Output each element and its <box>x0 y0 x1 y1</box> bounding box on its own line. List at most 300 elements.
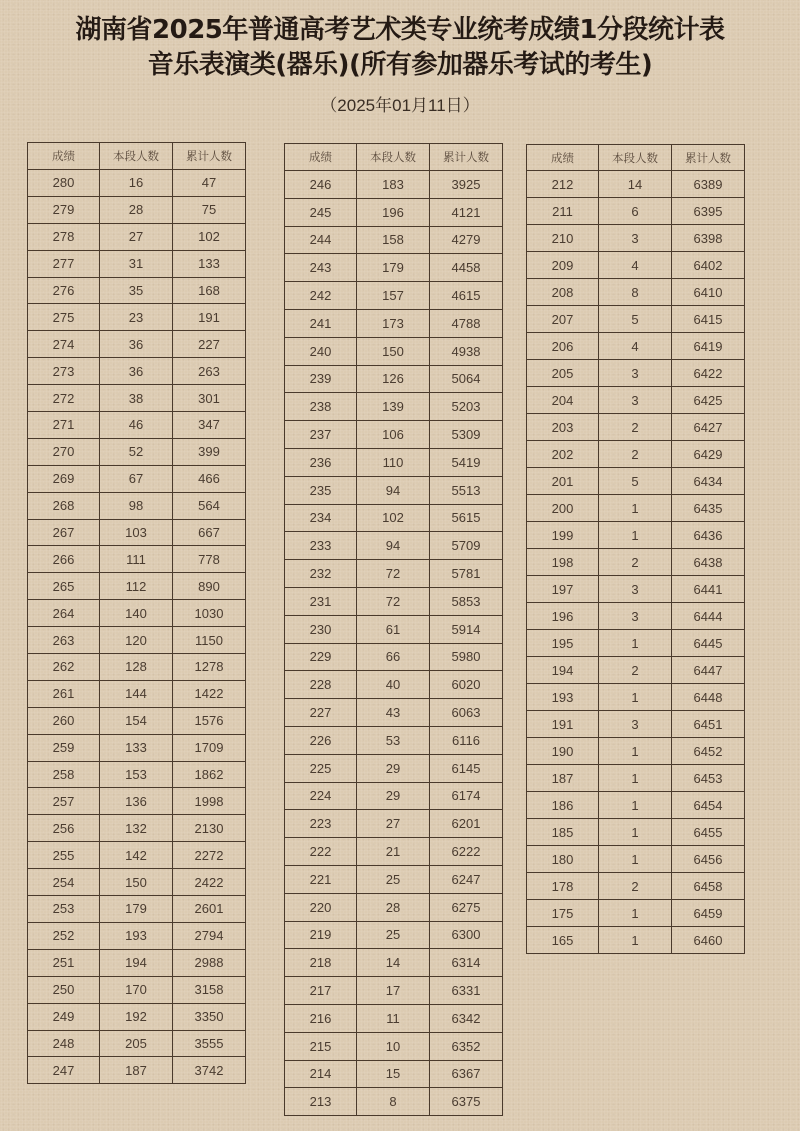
cumulative-count-cell: 1998 <box>173 788 246 815</box>
segment-count-cell: 194 <box>100 949 173 976</box>
segment-count-cell: 4 <box>599 252 672 279</box>
table-row <box>527 387 745 414</box>
cumulative-count-cell: 667 <box>173 519 246 546</box>
table-row <box>28 896 246 923</box>
table-row <box>28 277 246 304</box>
segment-count-cell: 25 <box>357 921 430 949</box>
score-cell: 243 <box>285 254 357 282</box>
segment-count-cell: 154 <box>100 707 173 734</box>
cumulative-count-cell: 6455 <box>672 819 745 846</box>
segment-count-cell: 1 <box>599 495 672 522</box>
score-cell: 269 <box>28 465 100 492</box>
score-cell: 200 <box>527 495 599 522</box>
score-cell: 277 <box>28 250 100 277</box>
table-row <box>527 549 745 576</box>
segment-count-cell: 3 <box>599 225 672 252</box>
segment-count-cell: 14 <box>599 171 672 198</box>
table-row <box>285 226 503 254</box>
cumulative-count-cell: 6395 <box>672 198 745 225</box>
score-cell: 246 <box>285 171 357 199</box>
segment-count-cell: 153 <box>100 761 173 788</box>
segment-count-cell: 1 <box>599 522 672 549</box>
segment-count-cell: 128 <box>100 654 173 681</box>
table-row <box>527 441 745 468</box>
cumulative-count-cell: 6419 <box>672 333 745 360</box>
cumulative-count-cell: 133 <box>173 250 246 277</box>
table-row <box>527 198 745 225</box>
segment-count-cell: 38 <box>100 385 173 412</box>
segment-count-cell: 2 <box>599 441 672 468</box>
score-cell: 268 <box>28 492 100 519</box>
cumulative-count-cell: 2601 <box>173 896 246 923</box>
table-row <box>28 842 246 869</box>
table-row <box>28 707 246 734</box>
table-row <box>28 627 246 654</box>
table-row <box>285 254 503 282</box>
score-cell: 223 <box>285 810 357 838</box>
cumulative-count-cell: 2422 <box>173 869 246 896</box>
table-row <box>527 468 745 495</box>
segment-count-cell: 6 <box>599 198 672 225</box>
table-row <box>28 734 246 761</box>
score-table-middle <box>284 143 503 1116</box>
segment-count-cell: 102 <box>357 504 430 532</box>
cumulative-count-cell: 4938 <box>430 337 503 365</box>
score-cell: 210 <box>527 225 599 252</box>
table-row <box>285 643 503 671</box>
segment-count-cell: 3 <box>599 360 672 387</box>
table-row <box>285 949 503 977</box>
score-cell: 199 <box>527 522 599 549</box>
cumulative-count-cell: 3350 <box>173 1003 246 1030</box>
cumulative-count-cell: 6116 <box>430 726 503 754</box>
segment-count-cell: 150 <box>100 869 173 896</box>
score-cell: 251 <box>28 949 100 976</box>
segment-count-cell: 112 <box>100 573 173 600</box>
cumulative-count-cell: 5064 <box>430 365 503 393</box>
cumulative-count-cell: 6222 <box>430 838 503 866</box>
segment-count-cell: 72 <box>357 560 430 588</box>
score-cell: 221 <box>285 865 357 893</box>
cumulative-count-cell: 6375 <box>430 1088 503 1116</box>
table-row <box>285 504 503 532</box>
score-cell: 263 <box>28 627 100 654</box>
segment-count-cell: 1 <box>599 765 672 792</box>
cumulative-count-cell: 3555 <box>173 1030 246 1057</box>
score-cell: 225 <box>285 754 357 782</box>
table-row <box>527 900 745 927</box>
segment-count-cell: 150 <box>357 337 430 365</box>
table-row <box>527 819 745 846</box>
score-cell: 187 <box>527 765 599 792</box>
table-row <box>527 792 745 819</box>
table-row <box>285 838 503 866</box>
table-row <box>527 522 745 549</box>
table-row <box>28 223 246 250</box>
score-cell: 190 <box>527 738 599 765</box>
segment-count-cell: 31 <box>100 250 173 277</box>
segment-count-cell: 36 <box>100 331 173 358</box>
score-cell: 194 <box>527 657 599 684</box>
table-header-row <box>285 144 503 171</box>
table-row <box>527 279 745 306</box>
cumulative-count-cell: 6453 <box>672 765 745 792</box>
segment-count-cell: 15 <box>357 1060 430 1088</box>
table-row <box>28 654 246 681</box>
header-segment-count: 本段人数 <box>357 144 430 171</box>
score-cell: 222 <box>285 838 357 866</box>
document-title: 湖南省2025年普通高考艺术类专业统考成绩1分段统计表 <box>75 15 725 45</box>
score-cell: 235 <box>285 476 357 504</box>
table-row <box>28 331 246 358</box>
score-cell: 201 <box>527 468 599 495</box>
cumulative-count-cell: 6434 <box>672 468 745 495</box>
cumulative-count-cell: 347 <box>173 412 246 439</box>
cumulative-count-cell: 6458 <box>672 873 745 900</box>
cumulative-count-cell: 6441 <box>672 576 745 603</box>
segment-count-cell: 28 <box>357 893 430 921</box>
score-cell: 244 <box>285 226 357 254</box>
score-cell: 240 <box>285 337 357 365</box>
cumulative-count-cell: 2272 <box>173 842 246 869</box>
segment-count-cell: 8 <box>357 1088 430 1116</box>
cumulative-count-cell: 3158 <box>173 976 246 1003</box>
table-row <box>527 225 745 252</box>
table-row <box>285 365 503 393</box>
score-cell: 256 <box>28 815 100 842</box>
score-cell: 250 <box>28 976 100 1003</box>
segment-count-cell: 21 <box>357 838 430 866</box>
score-cell: 193 <box>527 684 599 711</box>
score-cell: 198 <box>527 549 599 576</box>
cumulative-count-cell: 6367 <box>430 1060 503 1088</box>
cumulative-count-cell: 6402 <box>672 252 745 279</box>
segment-count-cell: 2 <box>599 549 672 576</box>
table-row <box>285 977 503 1005</box>
score-cell: 212 <box>527 171 599 198</box>
segment-count-cell: 183 <box>357 171 430 199</box>
segment-count-cell: 28 <box>100 196 173 223</box>
table-row <box>285 921 503 949</box>
cumulative-count-cell: 75 <box>173 196 246 223</box>
segment-count-cell: 1 <box>599 684 672 711</box>
segment-count-cell: 8 <box>599 279 672 306</box>
segment-count-cell: 46 <box>100 412 173 439</box>
score-cell: 231 <box>285 587 357 615</box>
score-cell: 232 <box>285 560 357 588</box>
segment-count-cell: 173 <box>357 309 430 337</box>
table-row <box>28 358 246 385</box>
cumulative-count-cell: 564 <box>173 492 246 519</box>
cumulative-count-cell: 6145 <box>430 754 503 782</box>
segment-count-cell: 179 <box>100 896 173 923</box>
table-row <box>527 360 745 387</box>
segment-count-cell: 53 <box>357 726 430 754</box>
cumulative-count-cell: 2988 <box>173 949 246 976</box>
cumulative-count-cell: 1278 <box>173 654 246 681</box>
score-cell: 216 <box>285 1004 357 1032</box>
header-score: 成绩 <box>28 143 100 170</box>
score-cell: 165 <box>527 927 599 954</box>
cumulative-count-cell: 6389 <box>672 171 745 198</box>
segment-count-cell: 35 <box>100 277 173 304</box>
segment-count-cell: 72 <box>357 587 430 615</box>
table-row <box>527 684 745 711</box>
cumulative-count-cell: 301 <box>173 385 246 412</box>
segment-count-cell: 1 <box>599 819 672 846</box>
table-row <box>285 699 503 727</box>
table-header-row <box>28 143 246 170</box>
header-score: 成绩 <box>285 144 357 171</box>
cumulative-count-cell: 6427 <box>672 414 745 441</box>
score-cell: 233 <box>285 532 357 560</box>
score-cell: 242 <box>285 282 357 310</box>
cumulative-count-cell: 466 <box>173 465 246 492</box>
cumulative-count-cell: 6447 <box>672 657 745 684</box>
cumulative-count-cell: 778 <box>173 546 246 573</box>
header-score: 成绩 <box>527 145 599 171</box>
segment-count-cell: 2 <box>599 873 672 900</box>
cumulative-count-cell: 6459 <box>672 900 745 927</box>
table-row <box>285 726 503 754</box>
segment-count-cell: 67 <box>100 465 173 492</box>
score-cell: 220 <box>285 893 357 921</box>
header-cumulative-count: 累计人数 <box>430 144 503 171</box>
table-row <box>285 587 503 615</box>
table-row <box>527 711 745 738</box>
cumulative-count-cell: 399 <box>173 438 246 465</box>
cumulative-count-cell: 47 <box>173 170 246 197</box>
table-header-row <box>527 145 745 171</box>
segment-count-cell: 142 <box>100 842 173 869</box>
segment-count-cell: 43 <box>357 699 430 727</box>
table-row <box>28 761 246 788</box>
segment-count-cell: 1 <box>599 846 672 873</box>
cumulative-count-cell: 227 <box>173 331 246 358</box>
score-cell: 204 <box>527 387 599 414</box>
table-row <box>527 576 745 603</box>
cumulative-count-cell: 6436 <box>672 522 745 549</box>
cumulative-count-cell: 4458 <box>430 254 503 282</box>
table-row <box>285 309 503 337</box>
score-cell: 217 <box>285 977 357 1005</box>
segment-count-cell: 2 <box>599 414 672 441</box>
score-cell: 205 <box>527 360 599 387</box>
segment-count-cell: 192 <box>100 1003 173 1030</box>
table-row <box>527 873 745 900</box>
cumulative-count-cell: 6429 <box>672 441 745 468</box>
table-row <box>285 421 503 449</box>
table-row <box>28 1030 246 1057</box>
cumulative-count-cell: 6174 <box>430 782 503 810</box>
table-row <box>285 1088 503 1116</box>
table-row <box>285 393 503 421</box>
table-row <box>28 680 246 707</box>
table-row <box>285 198 503 226</box>
table-row <box>285 671 503 699</box>
table-row <box>28 600 246 627</box>
score-cell: 239 <box>285 365 357 393</box>
table-row <box>527 630 745 657</box>
cumulative-count-cell: 191 <box>173 304 246 331</box>
cumulative-count-cell: 6063 <box>430 699 503 727</box>
document-subtitle-category: 音乐表演类(器乐)(所有参加器乐考试的考生) <box>147 50 653 80</box>
table-row <box>28 1003 246 1030</box>
segment-count-cell: 27 <box>357 810 430 838</box>
table-row <box>285 893 503 921</box>
table-row <box>285 782 503 810</box>
cumulative-count-cell: 5419 <box>430 448 503 476</box>
table-row <box>527 333 745 360</box>
cumulative-count-cell: 6444 <box>672 603 745 630</box>
table-row <box>285 1032 503 1060</box>
segment-count-cell: 25 <box>357 865 430 893</box>
table-row <box>28 385 246 412</box>
segment-count-cell: 103 <box>100 519 173 546</box>
table-row <box>28 250 246 277</box>
score-cell: 219 <box>285 921 357 949</box>
segment-count-cell: 3 <box>599 711 672 738</box>
table-row <box>28 519 246 546</box>
table-row <box>285 865 503 893</box>
table-row <box>527 657 745 684</box>
score-cell: 229 <box>285 643 357 671</box>
cumulative-count-cell: 5309 <box>430 421 503 449</box>
score-cell: 271 <box>28 412 100 439</box>
cumulative-count-cell: 1862 <box>173 761 246 788</box>
cumulative-count-cell: 5513 <box>430 476 503 504</box>
segment-count-cell: 106 <box>357 421 430 449</box>
table-row <box>285 1060 503 1088</box>
cumulative-count-cell: 6201 <box>430 810 503 838</box>
segment-count-cell: 52 <box>100 438 173 465</box>
table-row <box>28 492 246 519</box>
document-date: （2025年01月11日） <box>320 96 480 115</box>
table-row <box>527 765 745 792</box>
cumulative-count-cell: 6300 <box>430 921 503 949</box>
segment-count-cell: 157 <box>357 282 430 310</box>
score-cell: 260 <box>28 707 100 734</box>
cumulative-count-cell: 6342 <box>430 1004 503 1032</box>
score-cell: 228 <box>285 671 357 699</box>
segment-count-cell: 10 <box>357 1032 430 1060</box>
table-row <box>285 560 503 588</box>
cumulative-count-cell: 5853 <box>430 587 503 615</box>
cumulative-count-cell: 6452 <box>672 738 745 765</box>
cumulative-count-cell: 6410 <box>672 279 745 306</box>
table-row <box>28 170 246 197</box>
segment-count-cell: 136 <box>100 788 173 815</box>
cumulative-count-cell: 5203 <box>430 393 503 421</box>
segment-count-cell: 4 <box>599 333 672 360</box>
segment-count-cell: 111 <box>100 546 173 573</box>
cumulative-count-cell: 2130 <box>173 815 246 842</box>
cumulative-count-cell: 6352 <box>430 1032 503 1060</box>
cumulative-count-cell: 4788 <box>430 309 503 337</box>
segment-count-cell: 144 <box>100 680 173 707</box>
segment-count-cell: 29 <box>357 782 430 810</box>
segment-count-cell: 5 <box>599 306 672 333</box>
cumulative-count-cell: 102 <box>173 223 246 250</box>
score-cell: 279 <box>28 196 100 223</box>
segment-count-cell: 1 <box>599 900 672 927</box>
score-cell: 207 <box>527 306 599 333</box>
cumulative-count-cell: 1422 <box>173 680 246 707</box>
segment-count-cell: 179 <box>357 254 430 282</box>
segment-count-cell: 16 <box>100 170 173 197</box>
segment-count-cell: 133 <box>100 734 173 761</box>
table-row <box>527 603 745 630</box>
table-row <box>28 976 246 1003</box>
cumulative-count-cell: 5980 <box>430 643 503 671</box>
segment-count-cell: 5 <box>599 468 672 495</box>
cumulative-count-cell: 3742 <box>173 1057 246 1084</box>
header-segment-count: 本段人数 <box>100 143 173 170</box>
table-row <box>28 546 246 573</box>
score-cell: 253 <box>28 896 100 923</box>
score-cell: 215 <box>285 1032 357 1060</box>
score-cell: 230 <box>285 615 357 643</box>
score-cell: 186 <box>527 792 599 819</box>
segment-count-cell: 187 <box>100 1057 173 1084</box>
segment-count-cell: 27 <box>100 223 173 250</box>
cumulative-count-cell: 6438 <box>672 549 745 576</box>
segment-count-cell: 40 <box>357 671 430 699</box>
cumulative-count-cell: 6460 <box>672 927 745 954</box>
score-cell: 226 <box>285 726 357 754</box>
segment-count-cell: 23 <box>100 304 173 331</box>
segment-count-cell: 170 <box>100 976 173 1003</box>
score-cell: 234 <box>285 504 357 532</box>
segment-count-cell: 61 <box>357 615 430 643</box>
table-row <box>285 810 503 838</box>
segment-count-cell: 132 <box>100 815 173 842</box>
table-row <box>285 1004 503 1032</box>
score-cell: 214 <box>285 1060 357 1088</box>
score-cell: 262 <box>28 654 100 681</box>
score-cell: 274 <box>28 331 100 358</box>
header-segment-count: 本段人数 <box>599 145 672 171</box>
table-row <box>527 306 745 333</box>
score-cell: 247 <box>28 1057 100 1084</box>
score-cell: 261 <box>28 680 100 707</box>
score-cell: 259 <box>28 734 100 761</box>
table-row <box>527 846 745 873</box>
score-cell: 272 <box>28 385 100 412</box>
cumulative-count-cell: 6275 <box>430 893 503 921</box>
segment-count-cell: 14 <box>357 949 430 977</box>
score-cell: 265 <box>28 573 100 600</box>
segment-count-cell: 11 <box>357 1004 430 1032</box>
cumulative-count-cell: 4615 <box>430 282 503 310</box>
cumulative-count-cell: 6415 <box>672 306 745 333</box>
cumulative-count-cell: 1576 <box>173 707 246 734</box>
segment-count-cell: 126 <box>357 365 430 393</box>
table-row <box>285 615 503 643</box>
cumulative-count-cell: 5615 <box>430 504 503 532</box>
score-cell: 238 <box>285 393 357 421</box>
table-row <box>285 282 503 310</box>
segment-count-cell: 158 <box>357 226 430 254</box>
segment-count-cell: 3 <box>599 576 672 603</box>
segment-count-cell: 3 <box>599 387 672 414</box>
cumulative-count-cell: 4121 <box>430 198 503 226</box>
cumulative-count-cell: 6422 <box>672 360 745 387</box>
segment-count-cell: 36 <box>100 358 173 385</box>
cumulative-count-cell: 6398 <box>672 225 745 252</box>
table-row <box>28 922 246 949</box>
score-cell: 245 <box>285 198 357 226</box>
